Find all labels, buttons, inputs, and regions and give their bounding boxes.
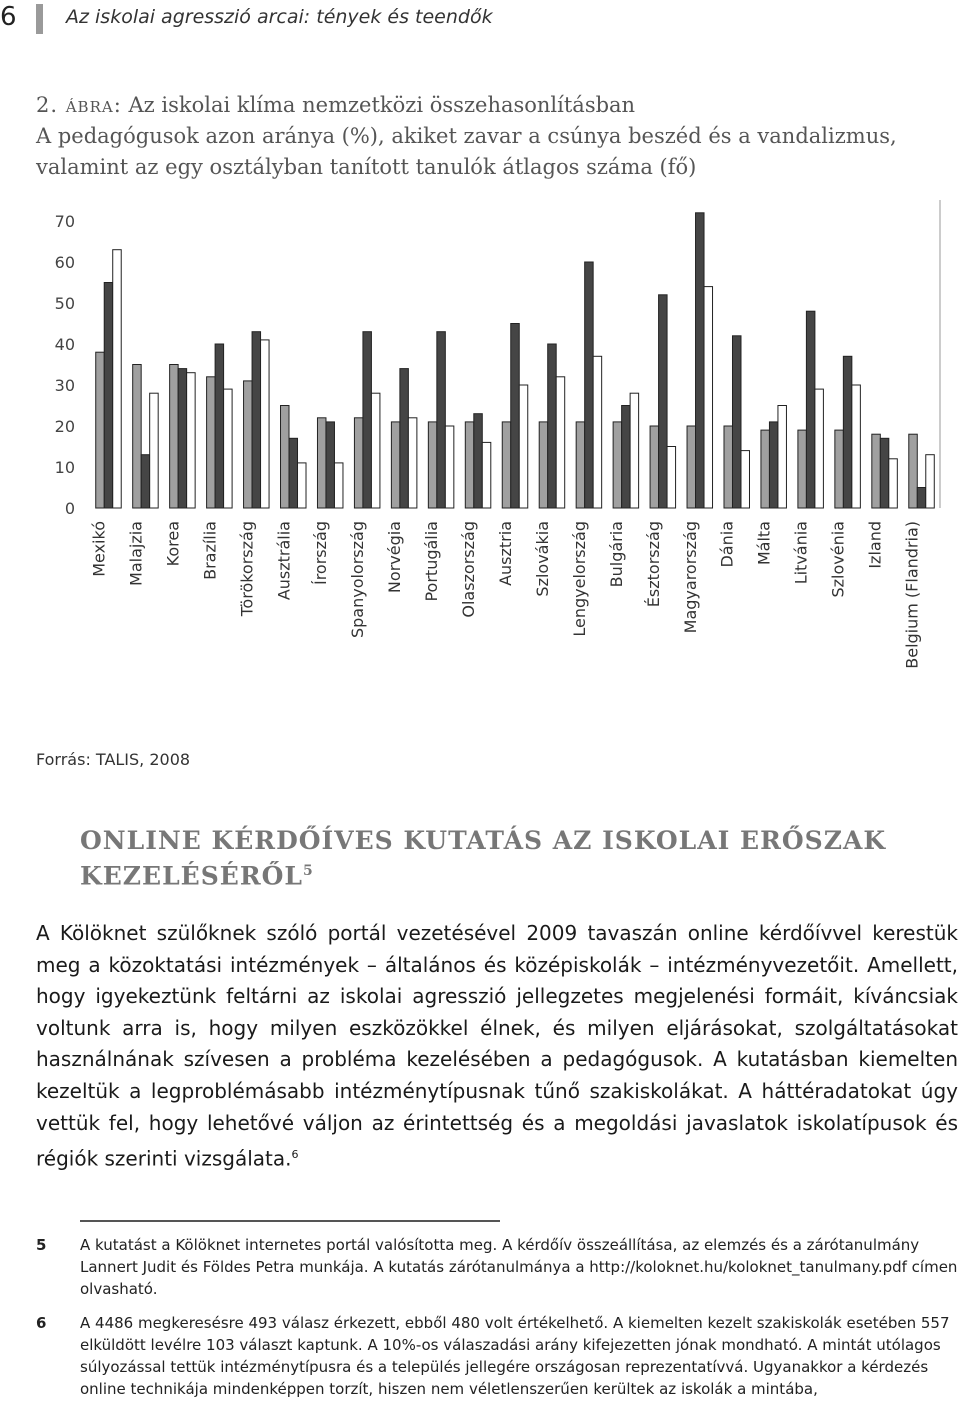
bar [724, 426, 733, 508]
bar [778, 406, 787, 509]
bar [502, 422, 511, 508]
bar-chart-svg [0, 195, 960, 685]
bar [835, 430, 844, 508]
bar [593, 356, 602, 508]
y-tick-label: 20 [54, 417, 75, 436]
footnote-rule [80, 1220, 500, 1222]
bar [334, 463, 343, 508]
bar [696, 213, 705, 508]
header-divider [36, 4, 43, 34]
bar [170, 365, 179, 509]
x-tick-label: Dánia [717, 521, 737, 568]
bar [880, 438, 889, 508]
x-tick-label: Málta [754, 521, 774, 566]
bar [576, 422, 585, 508]
bar [133, 365, 142, 509]
x-tick-label: Korea [163, 521, 183, 567]
bar [298, 463, 307, 508]
bar [806, 311, 815, 508]
bar [872, 434, 881, 508]
bar [667, 447, 676, 509]
bar [187, 373, 196, 508]
y-tick-label: 40 [54, 335, 75, 354]
y-tick-label: 30 [54, 376, 75, 395]
bar [326, 422, 335, 508]
y-tick-label: 0 [64, 499, 75, 518]
bar [465, 422, 474, 508]
bar [408, 418, 417, 508]
bar [761, 430, 770, 508]
x-tick-label: Magyarország [680, 521, 700, 634]
x-tick-label: Olaszország [459, 521, 479, 618]
figure-caption [36, 90, 936, 183]
footnote-text: A kutatást a Kölöknet internetes portál valósította meg. A kérdőív összeállítása, az elemzés és a zárótanulmány Lannert Judit és Földes Petra munkája. A kutatás zárótanulmánya a http://koloknet.hu/koloknet_tanulmany.pdf címen olvasható. [80, 1236, 958, 1298]
x-tick-label: Bulgária [606, 521, 626, 588]
x-tick-label: Törökország [237, 521, 257, 617]
bar [281, 406, 290, 509]
bar [650, 426, 659, 508]
bar [317, 418, 326, 508]
y-tick-label: 50 [54, 294, 75, 313]
x-tick-label: Izland [865, 521, 885, 569]
bar [769, 422, 778, 508]
x-tick-label: Szlovénia [828, 521, 848, 598]
x-tick-label: Ausztrália [274, 521, 294, 601]
bar [215, 344, 224, 508]
x-tick-label: Brazília [200, 521, 220, 580]
bar [926, 455, 935, 508]
bar [889, 459, 898, 508]
x-tick-label: Portugália [422, 521, 442, 602]
bar [732, 336, 741, 508]
bar [519, 385, 528, 508]
x-tick-label: Szlovákia [532, 521, 552, 597]
figure-subtitle-2: valamint az egy osztályban tanított tanulók átlagos száma (fő) [36, 155, 697, 179]
x-tick-label: Belgium (Flandria) [902, 521, 922, 669]
y-tick-label: 10 [54, 458, 75, 477]
bar [261, 340, 270, 508]
footnote-number: 5 [36, 1236, 47, 1254]
bar [843, 356, 852, 508]
bar [141, 455, 150, 508]
bar [815, 389, 824, 508]
bar [909, 434, 918, 508]
bar [104, 283, 113, 509]
bar [585, 262, 594, 508]
bar [798, 430, 807, 508]
bar [150, 393, 159, 508]
bar [622, 406, 631, 509]
bar [428, 422, 437, 508]
body-paragraph [36, 918, 958, 1175]
body-paragraph-text: A Kölöknet szülőknek szóló portál vezetésével 2009 tavaszán online kérdőívvel kerestük meg a közoktatási intézmények – általános és középiskolák – intézményvezetőit. Amellett, hogy igyekeztünk feltárni az iskolai agresszió jellegzetes megjelenési formáit, kíváncsiak voltunk arra is, hogy milyen eszközökkel élnek, és milyen eljárásokat, szolgáltatásokat használnának szívesen a probléma kezelésében a pedagógusok. A kutatásban kiemelten kezeltük a legproblémásabb intézménytípusnak tűnő szakiskolákat. A háttéradatokat úgy vettük fel, hogy lehetővé váljon az érintettség és a megoldási javaslatok iskolatípusok és régiók szerinti vizsgálata. [36, 921, 958, 1171]
bar [113, 250, 122, 508]
x-tick-label: Lengyelország [569, 521, 589, 637]
footnote-text: A 4486 megkeresésre 493 válasz érkezett, ebből 480 volt értékelhető. A kiemelten kezelt szakiskolák esetében 557 elküldött levélre 103 választ kaptunk. A 10%-os válaszadási arány kifejezetten jónak mondható. A mintát utólagos súlyozással tettük intézménytípusra és a település jellegére országosan reprezentatívvá. Ugyanakkor a kérdezés online technikája mindenképpen torzít, hiszen nem véletlenszerűen kerültek az iskolák a mintába, [80, 1314, 950, 1398]
bar [556, 377, 565, 508]
bar [852, 385, 861, 508]
bar-chart [0, 195, 960, 689]
bar [400, 369, 409, 508]
bar [96, 352, 105, 508]
y-tick-label: 60 [54, 253, 75, 272]
x-tick-label: Írország [311, 521, 331, 586]
bar [474, 414, 483, 508]
bar [704, 287, 713, 508]
bar [289, 438, 298, 508]
page-number: 6 [0, 2, 17, 32]
bar [548, 344, 557, 508]
bar [371, 393, 380, 508]
bar [391, 422, 400, 508]
figure-subtitle-1: A pedagógusok azon aránya (%), akiket zavar a csúnya beszéd és a vandalizmus, [36, 124, 897, 148]
bar [482, 442, 491, 508]
x-tick-label: Malajzia [126, 521, 146, 586]
x-tick-label: Spanyolország [348, 521, 368, 639]
section-title-text: ONLINE KÉRDŐÍVES KUTATÁS AZ ISKOLAI ERŐSZAK KEZELÉSÉRŐL [80, 826, 887, 891]
x-tick-label: Litvánia [791, 521, 811, 585]
bar [437, 332, 446, 508]
x-tick-label: Ausztria [496, 521, 515, 586]
bar [445, 426, 454, 508]
bar [539, 422, 548, 508]
bar [363, 332, 372, 508]
bar [354, 418, 363, 508]
section-title [80, 826, 900, 891]
bar [687, 426, 696, 508]
x-tick-label: Észtország [643, 521, 663, 608]
bar [207, 377, 216, 508]
bar [741, 451, 750, 508]
bar [659, 295, 668, 508]
section-note-ref: 5 [302, 863, 314, 879]
bar [244, 381, 253, 508]
bar [178, 369, 187, 508]
running-title: Az iskolai agresszió arcai: tények és teendők [66, 6, 493, 28]
y-tick-label: 70 [54, 212, 75, 231]
footnote-number: 6 [36, 1314, 47, 1332]
figure-label: 2. ábra: [36, 93, 122, 117]
figure-title: Az iskolai klíma nemzetközi összehasonlításban [128, 93, 636, 117]
bar [613, 422, 622, 508]
source-note: Forrás: TALIS, 2008 [36, 750, 191, 769]
x-tick-label: Mexikó [89, 521, 109, 577]
bar [252, 332, 261, 508]
body-note-ref: 6 [291, 1148, 299, 1162]
bar [511, 324, 520, 509]
figure-title-line [36, 90, 936, 121]
bar [224, 389, 233, 508]
bar [630, 393, 639, 508]
bar [917, 488, 926, 509]
x-tick-label: Norvégia [385, 521, 405, 594]
